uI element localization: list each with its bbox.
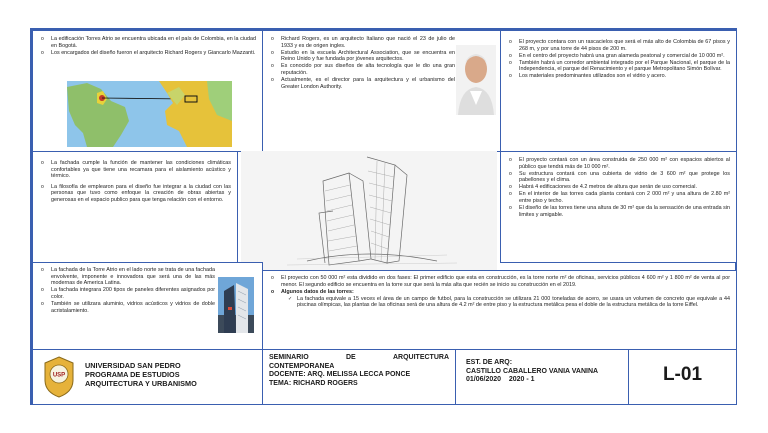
facade-bullet-2: o La filosofía de emplearon para el diseño fue integrar a la ciudad con las personas que tuvo como enfoque la creación de obras abiertas y generosas en el espacio publico para que tenga relación con el entorno. bbox=[39, 184, 231, 204]
poster-sheet bbox=[30, 28, 737, 405]
phases-sub-bullet-1: ✓ La fachada equivale a 15 veces el área de un campo de futbol, para la construcción se utilizara 21 000 toneladas de acero, se usara un volumen de concreto que equivale a 44 piscinas olímpicas, las plantas de las oficinas será de una altura de 4.2 m² de entre piso y la estructura metálica pesa el doble de la estructura metálica de la torre Eiffel. bbox=[287, 296, 730, 309]
phases-bullet-1: o El proyecto con 50 000 m² esta dividido en dos fases: El primer edificio que esta en construcción, es la torre norte m² de oficinas, servicios públicos 4 600 m² y 1 800 m² de venta al por menor. El segundo edificio se encuentra en la torre sur que será la más alta que recién se inicio su construcción en el 2019. bbox=[269, 275, 730, 288]
areas-bullet-2: o Su estructura contará con una cubierta de vidrio de 3 600 m² que protege los pabellones y el clima. bbox=[507, 171, 730, 184]
student-date: 01/06/2020 2020 - 1 bbox=[466, 376, 535, 384]
areas-bullet-1: o El proyecto contará con un área construida de 250 000 m² con espacios abiertos al público que tendrá más de 10 000 m². bbox=[507, 157, 730, 170]
bio-bullet-1: o Richard Rogers, es un arquitecto Italiano que nació el 23 de julio de 1933 y es de origen ingles. bbox=[269, 36, 455, 49]
location-bullet-1: o La edificación Torres Atrio se encuentra ubicada en el país de Colombia, en la ciudad en Bogotá. bbox=[39, 36, 256, 49]
university-name bbox=[85, 361, 197, 388]
richard-rogers-portrait bbox=[456, 45, 496, 115]
student-title-block bbox=[455, 349, 629, 405]
university-seal-icon bbox=[42, 356, 76, 398]
tower-sketch-drawing bbox=[237, 151, 501, 271]
overview-bullet-2: o En el centro del proyecto habrá una gran alameda peatonal y comercial de 10 000 m². bbox=[507, 53, 730, 60]
areas-bullet-5: o El diseño de las torres tiene una altura de 30 m² que da la sensación de una entrada sin limites y amigable. bbox=[507, 205, 730, 218]
location-panel bbox=[32, 30, 263, 152]
university-line-1: UNIVERSIDAD SAN PEDRO bbox=[85, 361, 181, 370]
areas-bullet-3: o Habrá 4 edificaciones de 4.2 metros de altura que serán de uso comercial. bbox=[507, 184, 730, 191]
areas-bullet-4: o En el interior de las torres cada planta contará con 2 000 m² y una altura de 2.80 m² entre piso y techo. bbox=[507, 191, 730, 204]
teacher-line: DOCENTE: ARQ. MELISSA LECCA PONCE bbox=[269, 371, 411, 379]
seminar-line bbox=[269, 354, 449, 363]
university-line-3: ARQUITECTURA Y URBANISMO bbox=[85, 379, 197, 388]
colombia-location-map bbox=[67, 81, 232, 147]
seal-text: USP bbox=[52, 372, 66, 379]
university-line-2: PROGRAMA DE ESTUDIOS bbox=[85, 370, 180, 379]
project-phases-panel bbox=[262, 270, 737, 350]
materials-bullet-1: o La fachada de la Torre Atrio en el lado norte se trata de una fachada envolvente, imponente e innovadora que será una de las más modernas de America Latina. bbox=[39, 267, 215, 287]
project-overview-panel bbox=[500, 30, 737, 152]
topic-line: TEMA: RICHARD ROGERS bbox=[269, 379, 358, 387]
materials-bullet-2: o La fachada integrara 200 tipos de paneles diferentes asignados por color. bbox=[39, 287, 215, 300]
sheet-code: L-01 bbox=[662, 364, 703, 385]
phases-bullet-2: o Algunos datos de las torres: bbox=[269, 289, 730, 296]
seminar-word: SEMINARIO bbox=[269, 354, 309, 361]
student-name: CASTILLO CABALLERO VANIA VANINA bbox=[466, 367, 599, 375]
overview-bullet-3: o También habrá un corredor ambiental integrado por el Parque Nacional, el parque de la Independencia, el parque del Renacimiento y el parque Metropolitano Simón Bolívar. bbox=[507, 60, 730, 73]
tower-photo bbox=[218, 277, 254, 333]
university-title-block bbox=[32, 349, 263, 405]
facade-materials-panel bbox=[32, 262, 263, 350]
sheet-code-block bbox=[628, 349, 737, 405]
overview-bullet-4: o Los materiales predominantes utilizados son el vidrio y acero. bbox=[507, 73, 730, 80]
architect-bio-panel bbox=[262, 30, 501, 152]
bio-bullet-2: o Estudio en la escuela Architectural Association, que se encuentra en Reino Unido y fue fundada por jóvenes arquitectos. bbox=[269, 50, 455, 63]
overview-bullet-1: o El proyecto contara con un rascacielos que será el más alto de Colombia de 67 pisos y 268 m, y por una torre de 44 pisos de 200 m. bbox=[507, 39, 730, 52]
seminar-line-2: CONTEMPORANEA bbox=[269, 362, 335, 370]
facade-function-panel bbox=[32, 151, 238, 263]
facade-bullet-1: o La fachada cumple la función de mantener las condiciones climáticas confortables ya que tiene una recamara para el aislamiento acústico y térmico. bbox=[39, 160, 231, 180]
project-areas-panel bbox=[500, 151, 737, 263]
materials-bullet-3: o También se utilizara aluminio, vidrios acústicos y vidrios de doble acristalamiento. bbox=[39, 301, 215, 314]
seminar-de: DE bbox=[345, 354, 356, 361]
bio-bullet-3: o Es conocido por sus diseños de alta tecnología que le dio una gran reputación. bbox=[269, 63, 455, 76]
seminar-arquitectura: ARQUITECTURA bbox=[393, 354, 449, 361]
bio-bullet-4: o Actualmente, es el director para la arquitectura y el urbanismo del Greater London Authority. bbox=[269, 77, 455, 90]
student-label: EST. DE ARQ: bbox=[466, 359, 513, 366]
tower-sketch bbox=[237, 151, 501, 271]
location-bullet-2: o Los encargados del diseño fueron el arquitecto Richard Rogers y Giancarlo Mazzanti. bbox=[39, 50, 256, 57]
course-title-block bbox=[262, 349, 456, 405]
